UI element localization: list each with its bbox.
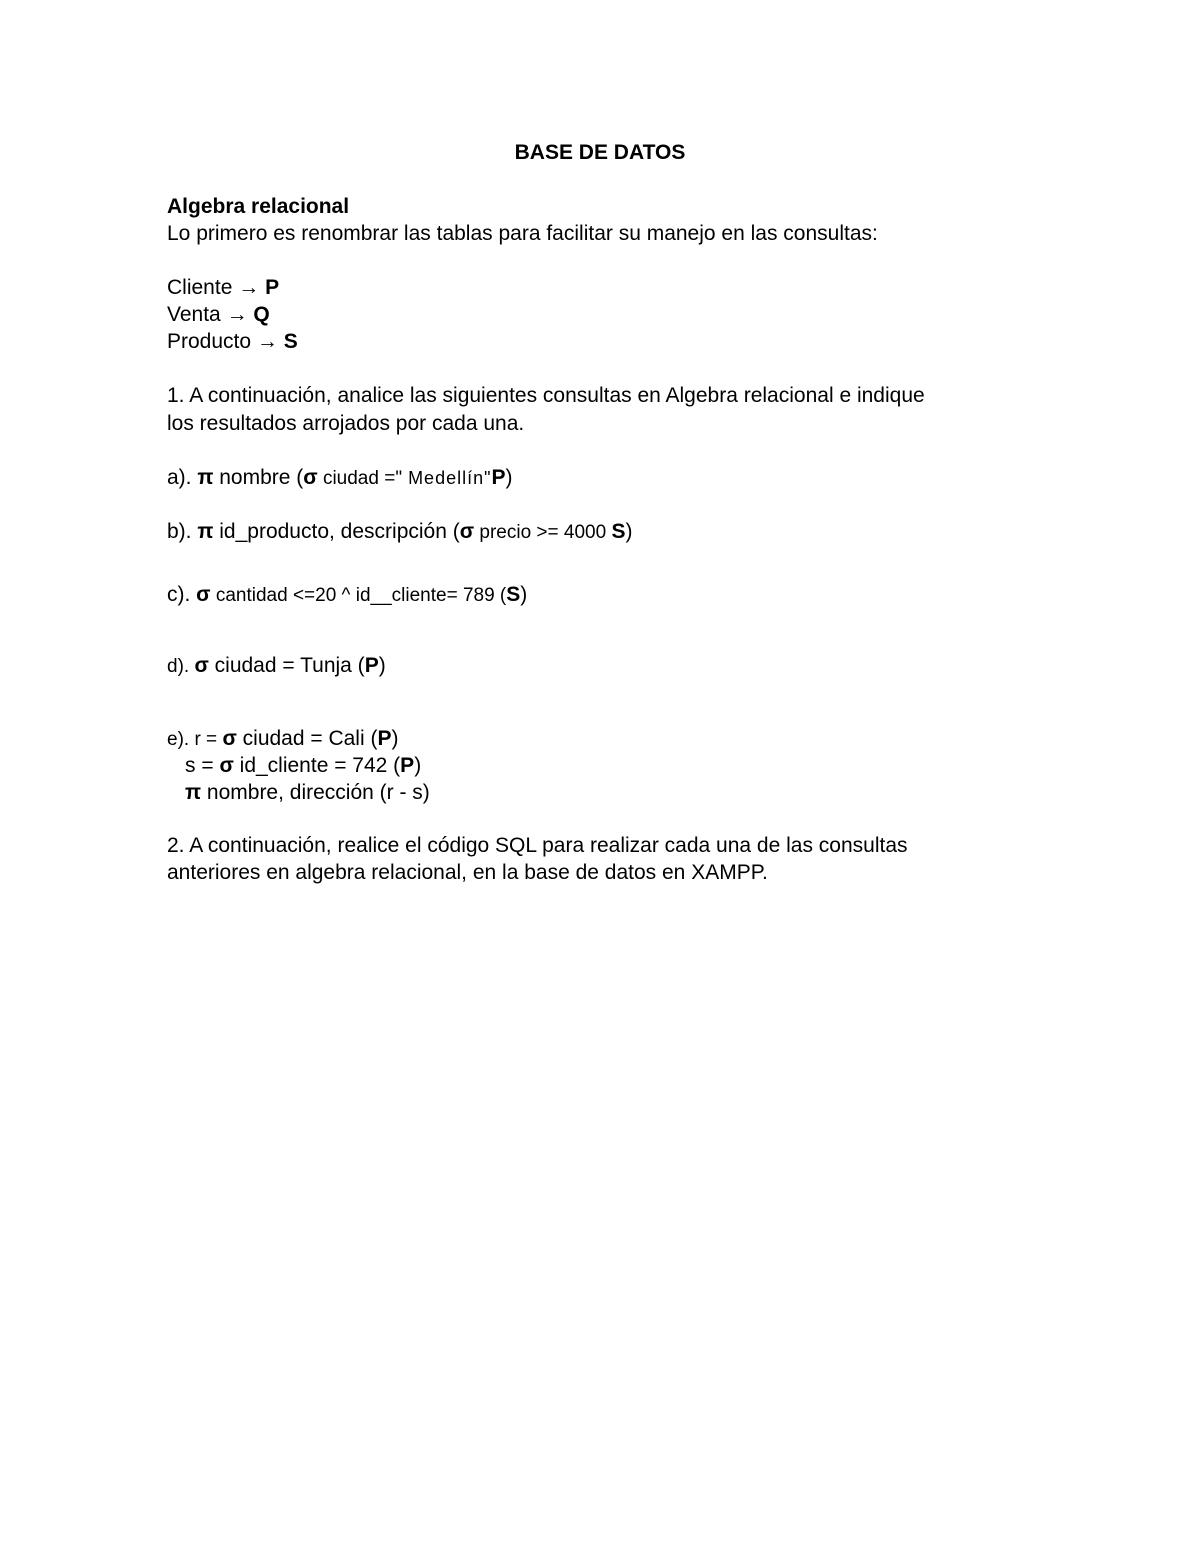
pi-symbol: π (185, 781, 202, 804)
sigma-symbol: σ (222, 727, 237, 750)
query-prefix: c). (167, 583, 197, 606)
rename-producto (167, 328, 298, 355)
sigma-symbol: σ (459, 520, 475, 543)
query-text: id_cliente = 742 ( (233, 754, 401, 777)
section-heading: Algebra relacional (167, 195, 350, 218)
section-intro: Lo primero es renombrar las tablas para facilitar su manejo en las consultas: (167, 222, 878, 245)
rename-table: Producto (167, 330, 252, 353)
relation-name: S (611, 520, 626, 543)
relation-name: P (364, 654, 379, 677)
arrow-icon: → (256, 330, 278, 353)
query-prefix: b). (167, 520, 198, 543)
query-a (167, 464, 513, 492)
query-text: ) (391, 727, 399, 750)
query-text: Medellín" (402, 468, 492, 488)
query-text: ciudad = Tunja ( (208, 654, 365, 677)
sigma-symbol: σ (303, 466, 318, 489)
query-b (167, 518, 632, 546)
query-text: nombre ( (213, 466, 304, 489)
relation-name: P (377, 727, 392, 750)
pi-symbol: π (197, 466, 214, 489)
rename-table: Cliente (167, 276, 233, 299)
query-text: cantidad <=20 ^ id__cliente= 789 ( (210, 585, 507, 606)
question-1-line-1: 1. A continuación, analice las siguientes consultas en Algebra relacional e indique (167, 384, 925, 407)
query-prefix: e). r = (167, 729, 223, 750)
query-e-line-2 (185, 752, 421, 779)
query-d (167, 652, 386, 680)
document-title: BASE DE DATOS (514, 141, 686, 164)
rename-cliente (167, 274, 279, 301)
query-text: ciudad = Cali ( (236, 727, 378, 750)
query-e-line-3 (185, 779, 430, 806)
query-text: id_producto, descripción ( (213, 520, 460, 543)
arrow-icon: → (226, 303, 248, 326)
query-prefix: d). (167, 656, 195, 677)
question-1-line-2: los resultados arrojados por cada una. (167, 412, 525, 435)
question-2-line-2: anteriores en algebra relacional, en la base de datos en XAMPP. (167, 861, 768, 884)
query-text: ) (505, 466, 513, 489)
query-c (167, 581, 527, 609)
relation-name: S (506, 583, 521, 606)
relation-name: P (491, 466, 506, 489)
query-text: ) (625, 520, 633, 543)
query-prefix: s = (185, 754, 220, 777)
query-text: ) (378, 654, 386, 677)
rename-venta (167, 301, 270, 328)
rename-table: Venta (167, 303, 221, 326)
sigma-symbol: σ (219, 754, 234, 777)
query-text: nombre, dirección (r - s) (201, 781, 430, 804)
rename-alias: S (283, 330, 298, 353)
pi-symbol: π (197, 520, 214, 543)
rename-alias: P (265, 276, 280, 299)
rename-alias: Q (253, 303, 270, 326)
sigma-symbol: σ (194, 654, 209, 677)
arrow-icon: → (238, 276, 260, 299)
query-e-line-1 (167, 725, 398, 753)
query-text: precio >= 4000 (474, 522, 612, 543)
query-prefix: a). (167, 466, 198, 489)
query-text: ) (520, 583, 528, 606)
query-text: ) (414, 754, 422, 777)
question-2-line-1: 2. A continuación, realice el código SQL para realizar cada una de las consultas (167, 834, 908, 857)
relation-name: P (400, 754, 415, 777)
sigma-symbol: σ (196, 583, 211, 606)
query-text: ciudad =" (317, 468, 403, 489)
